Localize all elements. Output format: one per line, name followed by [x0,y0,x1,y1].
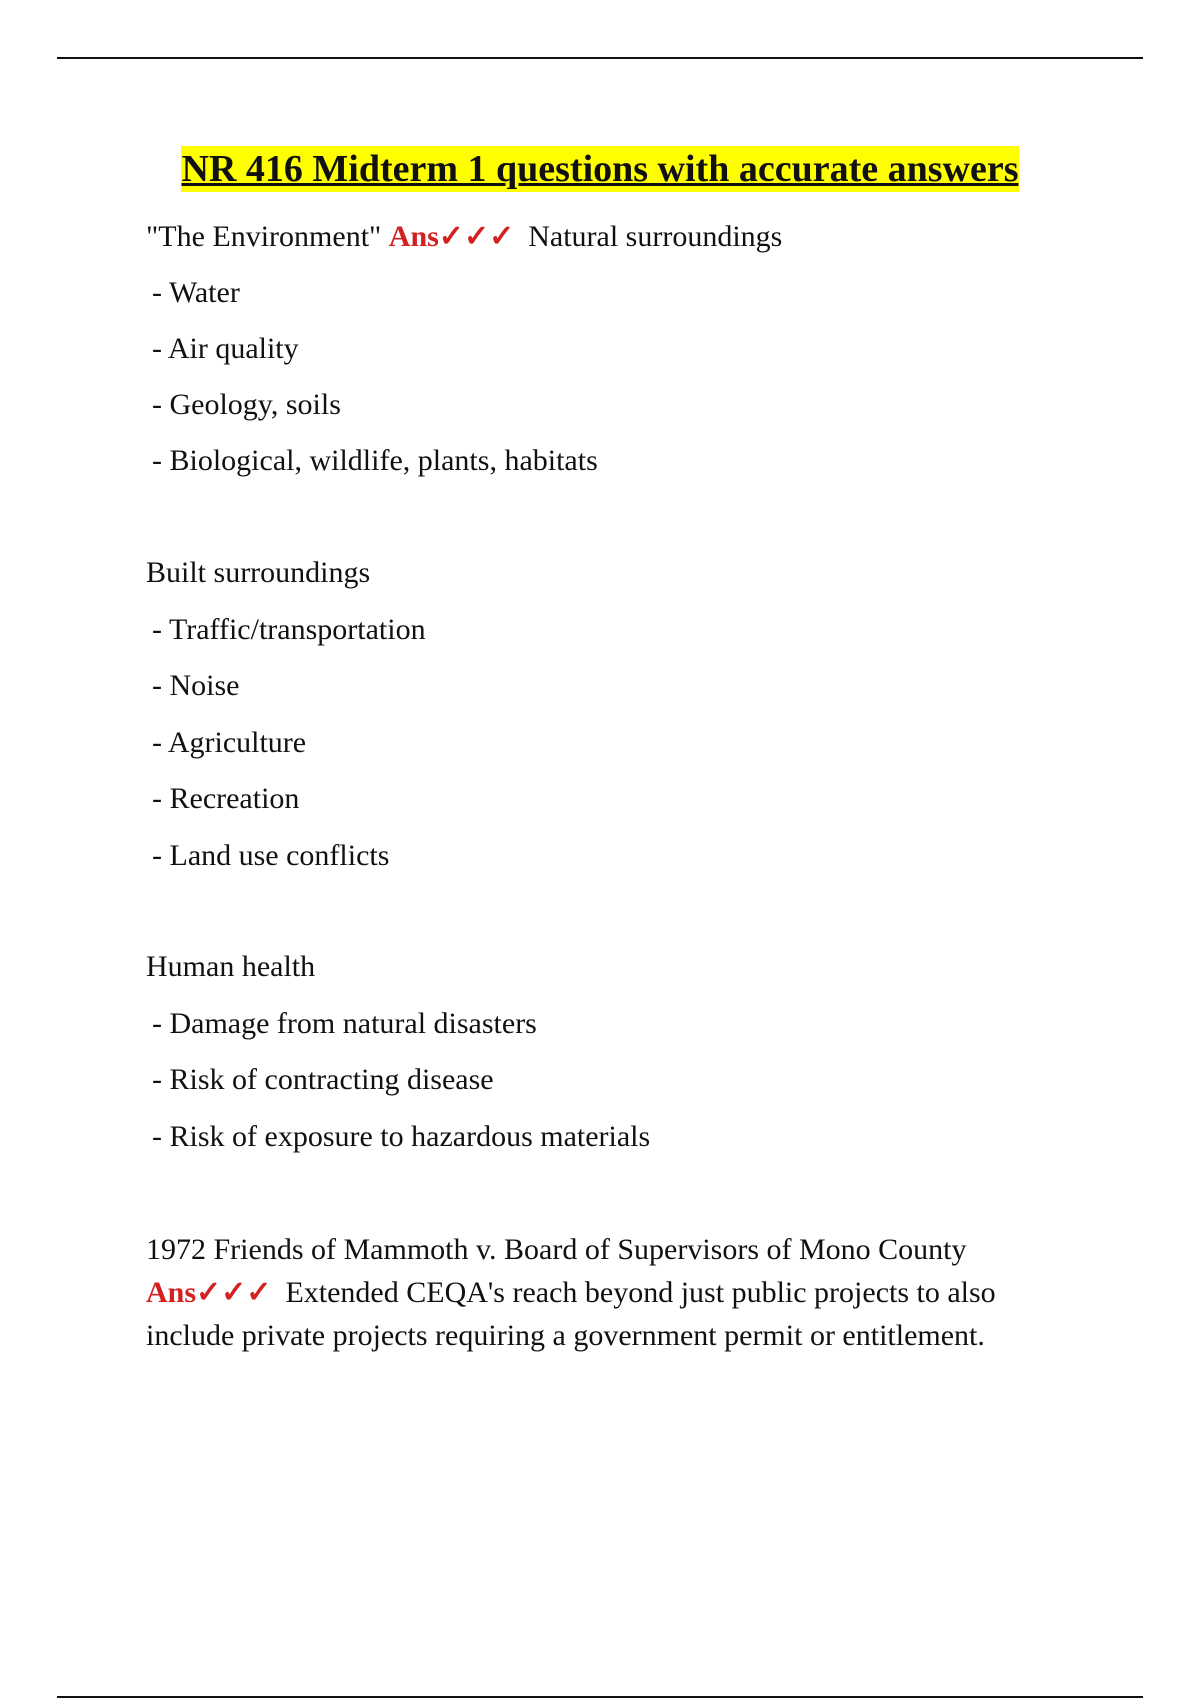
health-heading: Human health [146,950,316,983]
list-item: - Land use conflicts [152,839,390,872]
list-item: - Risk of contracting disease [152,1063,494,1096]
list-item: - Recreation [152,782,300,815]
list-item: - Agriculture [152,726,307,759]
answer-marker: Ans✓✓✓ [388,220,515,253]
built-heading: Built surroundings [146,556,371,589]
title-container [0,146,1200,192]
bottom-rule [57,1696,1143,1698]
q2-question: 1972 Friends of Mammoth v. Board of Supervisors of Mono County [146,1233,967,1266]
q2-answer-continuation: include private projects requiring a government permit or entitlement. [146,1319,985,1352]
q1-question: "The Environment" [146,220,382,253]
list-item: - Traffic/transportation [152,613,426,646]
list-item: - Risk of exposure to hazardous materials [152,1120,651,1153]
answer-marker: Ans✓✓✓ [146,1276,272,1309]
list-item: - Geology, soils [152,388,341,421]
list-item: - Noise [152,669,240,702]
list-item: - Water [152,276,240,309]
q1-line [146,219,782,255]
top-rule [57,57,1143,59]
document-title: NR 416 Midterm 1 questions with accurate answers [181,148,1019,190]
q2-answer-text: Extended CEQA's reach beyond just public projects to also [285,1276,996,1309]
list-item: - Damage from natural disasters [152,1007,537,1040]
list-item: - Air quality [152,332,299,365]
list-item: - Biological, wildlife, plants, habitats [152,444,598,477]
q2-answer-line [146,1275,996,1311]
q1-answer-heading: Natural surroundings [528,220,783,253]
